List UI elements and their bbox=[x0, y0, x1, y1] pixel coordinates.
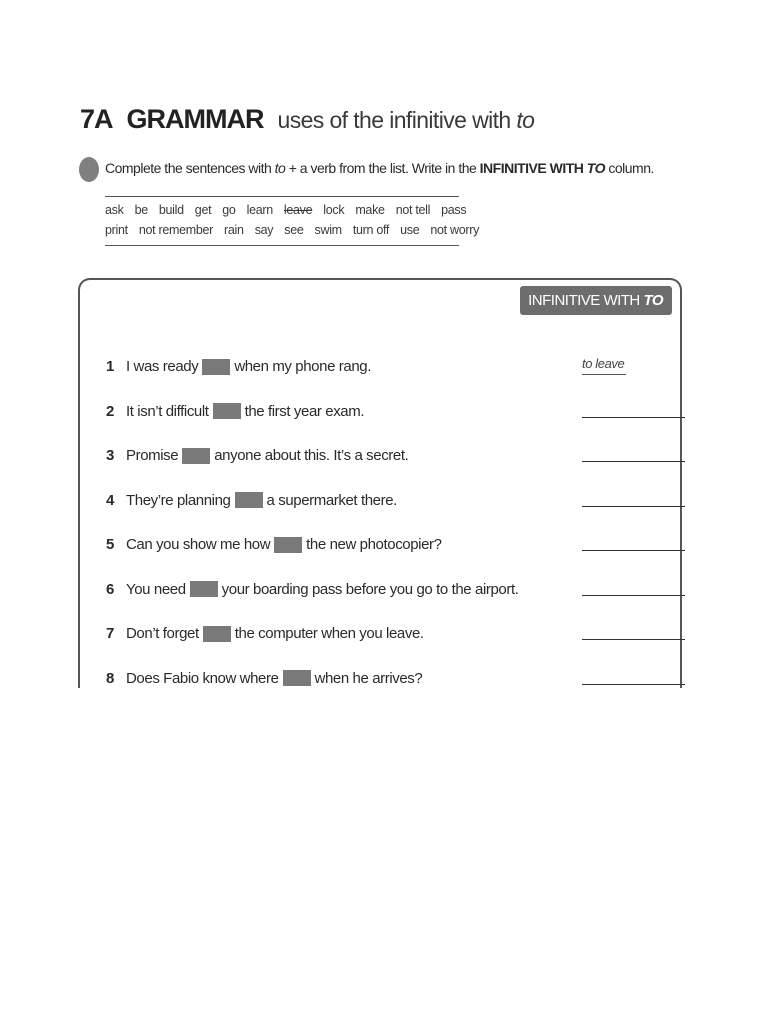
answer-field[interactable] bbox=[582, 621, 685, 640]
gap-blank[interactable] bbox=[274, 537, 302, 553]
gap-blank[interactable] bbox=[182, 448, 210, 464]
item-sentence bbox=[126, 403, 364, 420]
answer-field[interactable] bbox=[582, 532, 685, 551]
answer-field[interactable]: to leave bbox=[582, 356, 626, 375]
item-number: 3 bbox=[106, 447, 114, 464]
sentence-end: when my phone rang. bbox=[234, 358, 371, 375]
item-number: 5 bbox=[106, 536, 114, 553]
answer-field[interactable] bbox=[582, 443, 685, 462]
column-header: INFINITIVE WITH TO bbox=[520, 286, 672, 315]
exercise-item bbox=[106, 581, 666, 603]
sentence-start: They’re planning bbox=[126, 491, 231, 509]
sentence-end: anyone about this. It’s a secret. bbox=[214, 447, 409, 464]
section-subtitle: uses of the infinitive with to bbox=[277, 107, 535, 133]
section-label: GRAMMAR bbox=[126, 104, 264, 134]
item-sentence bbox=[126, 447, 408, 464]
item-number: 2 bbox=[106, 402, 114, 420]
exercise-panel bbox=[78, 278, 682, 718]
word-option: print bbox=[105, 223, 128, 237]
word-option: swim bbox=[314, 223, 342, 237]
word-option: use bbox=[400, 223, 420, 237]
sentence-start: Does Fabio know where bbox=[126, 669, 279, 687]
word-option: get bbox=[194, 203, 212, 217]
word-option: not remember bbox=[138, 223, 214, 237]
sentence-start: You need bbox=[126, 580, 186, 598]
sentence-end: the computer when you leave. bbox=[234, 625, 424, 642]
sentence-end: a supermarket there. bbox=[266, 491, 397, 509]
word-option: rain bbox=[224, 223, 244, 237]
item-sentence bbox=[126, 536, 442, 553]
sentence-end: the first year exam. bbox=[244, 402, 365, 420]
word-option: learn bbox=[246, 203, 273, 217]
exercise-item bbox=[106, 625, 666, 647]
sentence-start: Don’t forget bbox=[126, 625, 199, 642]
instruction-text: Complete the sentences with to + a verb from the list. Write in the INFINITIVE WITH TO column. bbox=[105, 160, 654, 176]
gap-blank[interactable] bbox=[202, 359, 230, 375]
answer-field[interactable] bbox=[582, 488, 685, 507]
item-number: 4 bbox=[106, 491, 114, 509]
item-sentence bbox=[126, 625, 424, 642]
sentence-start: Promise bbox=[126, 447, 179, 464]
word-option: lock bbox=[323, 203, 345, 217]
item-number: 1 bbox=[106, 358, 114, 375]
word-option: go bbox=[222, 203, 236, 217]
exercise-item bbox=[106, 358, 666, 380]
word-option: ask bbox=[105, 203, 124, 217]
item-sentence bbox=[126, 670, 422, 687]
item-number: 6 bbox=[106, 580, 114, 598]
sentence-end: when he arrives? bbox=[314, 669, 423, 687]
word-list-row-1 bbox=[105, 203, 477, 217]
item-sentence bbox=[126, 492, 397, 509]
word-option: not worry bbox=[430, 223, 480, 237]
page-blank-area bbox=[0, 688, 768, 1024]
word-list-row-2 bbox=[105, 223, 490, 237]
gap-blank[interactable] bbox=[283, 670, 311, 686]
instruction-bullet-icon bbox=[79, 157, 99, 182]
page-title bbox=[80, 104, 534, 144]
exercise-item bbox=[106, 403, 666, 425]
gap-blank[interactable] bbox=[203, 626, 231, 642]
item-sentence bbox=[126, 358, 371, 375]
word-option: turn off bbox=[352, 223, 390, 237]
sentence-start: Can you show me how bbox=[126, 536, 271, 553]
item-number: 8 bbox=[106, 669, 114, 687]
gap-blank[interactable] bbox=[213, 403, 241, 419]
item-sentence bbox=[126, 581, 519, 598]
answer-field[interactable] bbox=[582, 577, 685, 596]
exercise-item bbox=[106, 447, 666, 469]
word-option: make bbox=[355, 203, 385, 217]
gap-blank[interactable] bbox=[190, 581, 218, 597]
sentence-end: your boarding pass before you go to the airport. bbox=[221, 580, 519, 598]
answer-field[interactable] bbox=[582, 399, 685, 418]
word-option: say bbox=[254, 223, 274, 237]
item-number: 7 bbox=[106, 625, 114, 642]
exercise-item bbox=[106, 536, 666, 558]
word-option: not tell bbox=[395, 203, 431, 217]
word-option: be bbox=[134, 203, 148, 217]
word-list-box bbox=[105, 196, 480, 246]
gap-blank[interactable] bbox=[235, 492, 263, 508]
sentence-start: It isn’t difficult bbox=[126, 402, 209, 420]
word-option: pass bbox=[441, 203, 467, 217]
sentence-start: I was ready bbox=[126, 358, 199, 375]
answer-field[interactable] bbox=[582, 666, 685, 685]
word-option: leave bbox=[283, 203, 313, 217]
unit-code: 7A bbox=[80, 104, 113, 134]
word-option: see bbox=[284, 223, 304, 237]
exercise-item bbox=[106, 492, 666, 514]
sentence-end: the new photocopier? bbox=[306, 536, 442, 553]
word-option: build bbox=[158, 203, 184, 217]
